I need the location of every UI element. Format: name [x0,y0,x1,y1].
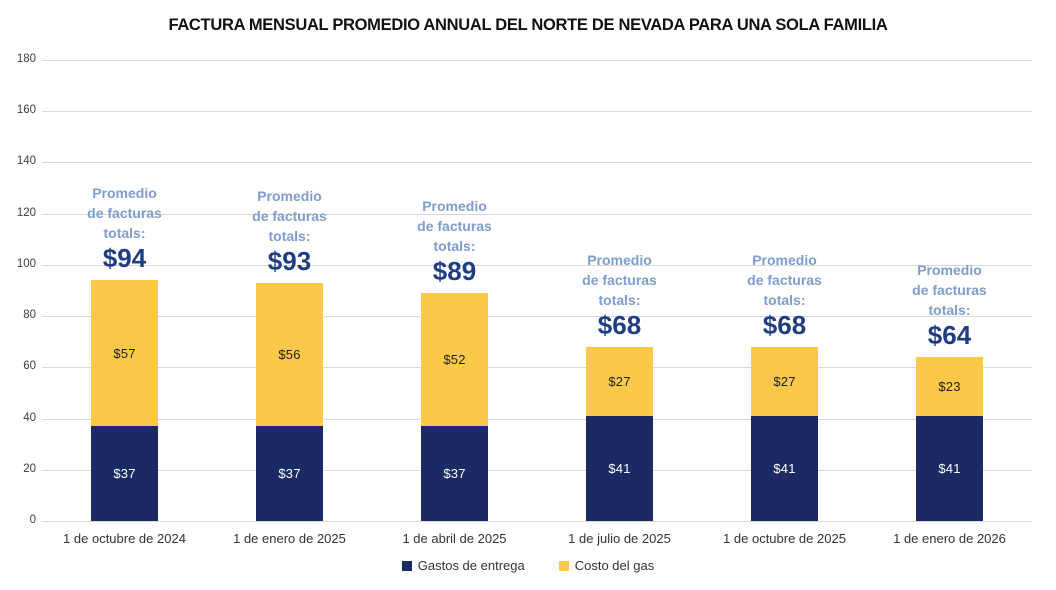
total-annotation [207,186,372,276]
gridline [42,419,1032,420]
bar-value-label: $52 [443,352,466,368]
bar-value-label: $41 [773,460,796,476]
bar-value-label: $27 [608,373,631,389]
annotation-label-line: de facturas [912,282,987,299]
annotation-label-line: totals: [763,291,806,308]
y-axis-tick-label: 100 [16,257,36,270]
gridline [42,111,1032,112]
total-annotation [42,183,207,273]
bar-segment-delivery [91,426,158,521]
x-axis-category-label: 1 de julio de 2025 [568,531,671,546]
legend [0,558,1056,573]
chart-title: FACTURA MENSUAL PROMEDIO ANNUAL DEL NORTE DE NEVADA PARA UNA SOLA FAMILIA [168,16,888,34]
annotation-total: $94 [102,243,147,274]
annotation-label-line: Promedio [257,187,322,204]
y-axis-tick-label: 160 [16,104,36,117]
x-axis-category-label: 1 de enero de 2025 [233,531,346,546]
bar-value-label: $23 [938,379,961,395]
bar-value-label: $37 [278,466,301,482]
annotation-total: $89 [432,256,477,287]
annotation-label-line: de facturas [582,271,657,288]
bar-segment-delivery [751,416,818,521]
annotation-label-line: Promedio [917,262,982,279]
y-axis-tick-label: 0 [29,514,36,526]
bar-value-label: $27 [773,373,796,389]
annotation-label-line: Promedio [752,251,817,268]
gridline [42,60,1032,61]
annotation-label-line: Promedio [422,198,487,215]
annotation-total: $68 [762,309,807,340]
annotation-label-line: totals: [268,227,311,244]
gridline [42,521,1032,522]
gridline [42,367,1032,368]
annotation-label-line: Promedio [92,185,157,202]
gridline [42,470,1032,471]
bar-segment-gas [421,293,488,426]
y-axis-tick-label: 180 [16,53,36,65]
bar-value-label: $41 [608,460,631,476]
y-axis-tick-label: 80 [23,309,36,322]
annotation-label-line: totals: [928,302,971,319]
y-axis-tick-label: 140 [16,155,36,168]
total-annotation [372,196,537,286]
annotation-total: $68 [597,309,642,340]
annotation-label-line: de facturas [747,271,822,288]
total-annotation [537,250,702,340]
annotation-total: $93 [267,245,312,276]
legend-label: Costo del gas [574,558,655,573]
legend-item [402,558,525,573]
bar-value-label: $57 [113,345,136,361]
legend-swatch [402,561,412,571]
legend-item [559,558,655,573]
annotation-label-line: de facturas [87,205,162,222]
total-annotation [702,250,867,340]
y-axis-tick-label: 60 [23,360,36,373]
bar-value-label: $37 [443,466,466,482]
annotation-label-line: Promedio [587,251,652,268]
y-axis-tick-label: 120 [16,206,36,219]
bar-segment-gas [256,283,323,426]
bar-segment-delivery [586,416,653,521]
annotation-label-line: totals: [103,225,146,242]
bar-segment-gas [91,280,158,426]
legend-swatch [559,561,569,571]
annotation-label-line: de facturas [252,207,327,224]
annotation-label-line: totals: [433,238,476,255]
annotation-label-line: totals: [598,291,641,308]
x-axis-category-label: 1 de octubre de 2025 [723,531,846,546]
bar-segment-delivery [256,426,323,521]
x-axis-category-label: 1 de abril de 2025 [402,531,507,546]
bar-segment-gas [586,347,653,416]
y-axis-tick-label: 20 [23,462,36,475]
x-axis-category-label: 1 de enero de 2026 [893,531,1006,546]
bar-value-label: $56 [278,347,301,363]
gridline [42,162,1032,163]
bar-segment-gas [916,357,983,416]
total-annotation [867,260,1032,350]
x-axis-category-label: 1 de octubre de 2024 [63,531,186,546]
annotation-total: $64 [927,320,972,351]
bar-value-label: $41 [938,460,961,476]
bar-segment-gas [751,347,818,416]
annotation-label-line: de facturas [417,218,492,235]
y-axis-tick-label: 40 [23,411,36,424]
bar-segment-delivery [916,416,983,521]
legend-label: Gastos de entrega [417,558,525,573]
bar-value-label: $37 [113,466,136,482]
bar-segment-delivery [421,426,488,521]
